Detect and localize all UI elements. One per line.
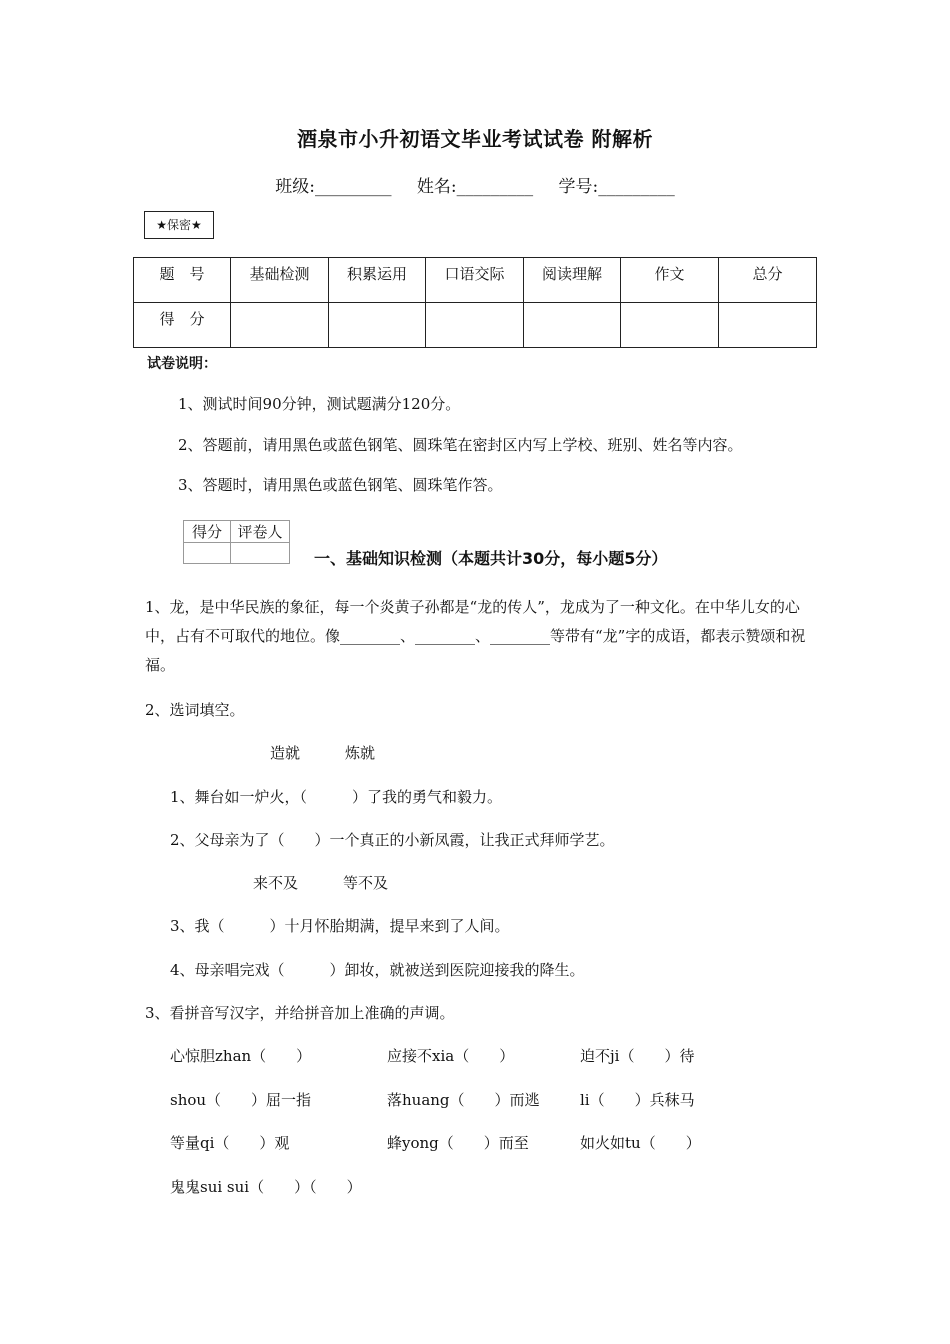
word-choices-2: 来不及 等不及 [253,874,389,892]
question-2-item: 2、父母亲为了（ ）一个真正的小新凤霞，让我正式拜师学艺。 [170,831,615,849]
instruction-item: 1、测试时间90分钟，测试题满分120分。 [178,395,461,413]
header-cell: 作文 [621,258,719,303]
question-3-title: 3、看拼音写汉字，并给拼音加上准确的声调。 [145,1004,455,1022]
exam-title: 酒泉市小升初语文毕业考试试卷 附解析 [297,127,653,151]
header-cell: 口语交际 [426,258,524,303]
grader-box [183,520,290,564]
grader-score-label: 得分 [184,521,231,543]
instruction-item: 2、答题前，请用黑色或蓝色钢笔、圆珠笔在密封区内写上学校、班别、姓名等内容。 [178,436,743,454]
question-2-item: 1、舞台如一炉火，（ ）了我的勇气和毅力。 [170,788,503,806]
question-2-title: 2、选词填空。 [145,701,245,719]
header-cell: 题 号 [134,258,231,303]
word-choices-1: 造就 炼就 [270,744,376,762]
instruction-item: 3、答题时，请用黑色或蓝色钢笔、圆珠笔作答。 [178,476,503,494]
grader-score-cell[interactable] [184,543,231,564]
score-cell[interactable] [329,303,426,348]
student-info [0,172,950,197]
class-field[interactable]: 班级:_________ [275,177,392,197]
grader-name-label: 评卷人 [231,521,290,543]
score-table-score-row [134,303,817,348]
name-field[interactable]: 姓名:_________ [416,177,534,197]
section-1-title: 一、基础知识检测（本题共计30分，每小题5分） [314,549,668,568]
score-table-header-row [134,258,817,303]
pinyin-item: 鬼鬼sui sui（ ）（ ） [170,1178,362,1196]
header-cell: 总分 [719,258,817,303]
pinyin-item: 如火如tu（ ） [580,1134,701,1152]
question-2-item: 3、我（ ）十月怀胎期满，提早来到了人间。 [170,917,510,935]
score-row-label: 得 分 [134,303,231,348]
score-table [133,257,817,348]
score-cell[interactable] [231,303,329,348]
score-cell[interactable] [621,303,719,348]
pinyin-item: 心惊胆zhan（ ） [170,1047,312,1065]
question-2-item: 4、母亲唱完戏（ ）卸妆，就被送到医院迎接我的降生。 [170,961,585,979]
pinyin-item: 落huang（ ）而逃 [387,1091,540,1109]
header-cell: 基础检测 [231,258,329,303]
pinyin-item: shou（ ）屈一指 [170,1091,312,1109]
pinyin-item: 蜂yong（ ）而至 [387,1134,529,1152]
pinyin-item: 应接不xia（ ） [387,1047,515,1065]
pinyin-item: 等量qi（ ）观 [170,1134,290,1152]
question-1: 1、龙，是中华民族的象征，每一个炎黄子孙都是“龙的传人”，龙成为了一种文化。在中华儿女的心中，占有不可取代的地位。像________、________、________等带有“龙”字的成语，都表示赞颂和祝福。 [145,598,806,674]
pinyin-item: li（ ）兵秣马 [580,1091,695,1109]
pinyin-item: 迫不ji（ ）待 [580,1047,695,1065]
grader-name-cell[interactable] [231,543,290,564]
score-cell[interactable] [524,303,621,348]
student-id-field[interactable]: 学号:_________ [558,177,675,197]
score-cell[interactable] [426,303,524,348]
header-cell: 阅读理解 [524,258,621,303]
header-cell: 积累运用 [329,258,426,303]
instructions-title: 试卷说明： [147,356,217,372]
confidential-badge: ★保密★ [144,211,214,239]
score-cell[interactable] [719,303,817,348]
